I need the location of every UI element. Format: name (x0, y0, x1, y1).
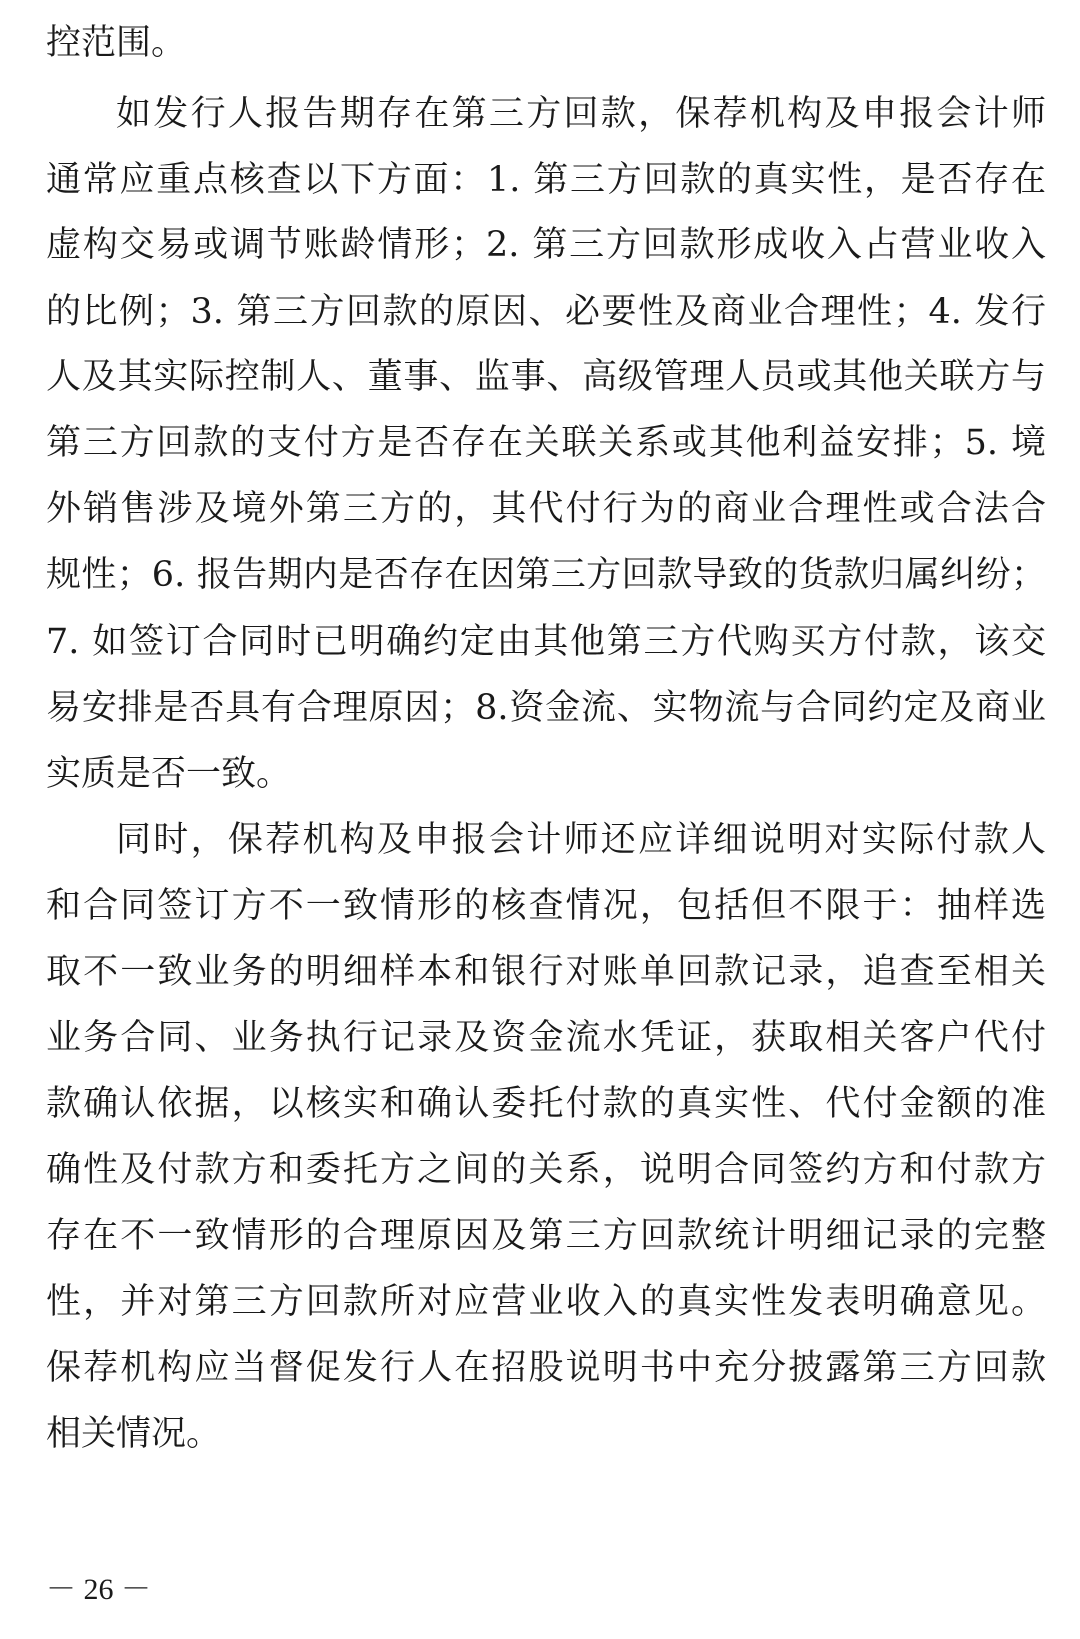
text-line: 业务合同、业务执行记录及资金流水凭证，获取相关客户代付 (46, 1018, 1046, 1058)
text-line: 性，并对第三方回款所对应营业收入的真实性发表明确意见。 (46, 1282, 1046, 1322)
text-line: 取不一致业务的明细样本和银行对账单回款记录，追查至相关 (46, 952, 1046, 992)
text-line: 通常应重点核查以下方面：1. 第三方回款的真实性，是否存在 (46, 160, 1046, 200)
text-line: 外销售涉及境外第三方的，其代付行为的商业合理性或合法合 (46, 489, 1046, 529)
text-line: 和合同签订方不一致情形的核查情况，包括但不限于：抽样选 (46, 886, 1046, 926)
text-line: 相关情况。 (46, 1414, 222, 1454)
paragraph-first-line: 同时，保荐机构及申报会计师还应详细说明对实际付款人 (116, 820, 1046, 860)
text-line: 7. 如签订合同时已明确约定由其他第三方代购买方付款，该交 (46, 622, 1046, 662)
text-line: 第三方回款的支付方是否存在关联关系或其他利益安排；5. 境 (46, 423, 1046, 463)
text-line: 实质是否一致。 (46, 754, 292, 794)
text-line: 保荐机构应当督促发行人在招股说明书中充分披露第三方回款 (46, 1348, 1046, 1388)
text-line: 确性及付款方和委托方之间的关系，说明合同签约方和付款方 (46, 1150, 1046, 1190)
text-line: 规性；6. 报告期内是否存在因第三方回款导致的货款归属纠纷； (46, 555, 1046, 595)
paragraph-first-line: 如发行人报告期存在第三方回款，保荐机构及申报会计师 (116, 94, 1046, 134)
text-line: 控范围。 (46, 23, 187, 63)
text-line: 款确认依据，以核实和确认委托付款的真实性、代付金额的准 (46, 1084, 1046, 1124)
text-line: 的比例；3. 第三方回款的原因、必要性及商业合理性；4. 发行 (46, 292, 1046, 332)
text-line: 存在不一致情形的合理原因及第三方回款统计明细记录的完整 (46, 1216, 1046, 1256)
text-line: 易安排是否具有合理原因；8.资金流、实物流与合同约定及商业 (46, 688, 1046, 728)
page-number: － 26 － (46, 1573, 151, 1606)
text-line: 虚构交易或调节账龄情形；2. 第三方回款形成收入占营业收入 (46, 225, 1046, 265)
text-line: 人及其实际控制人、董事、监事、高级管理人员或其他关联方与 (46, 357, 1046, 397)
